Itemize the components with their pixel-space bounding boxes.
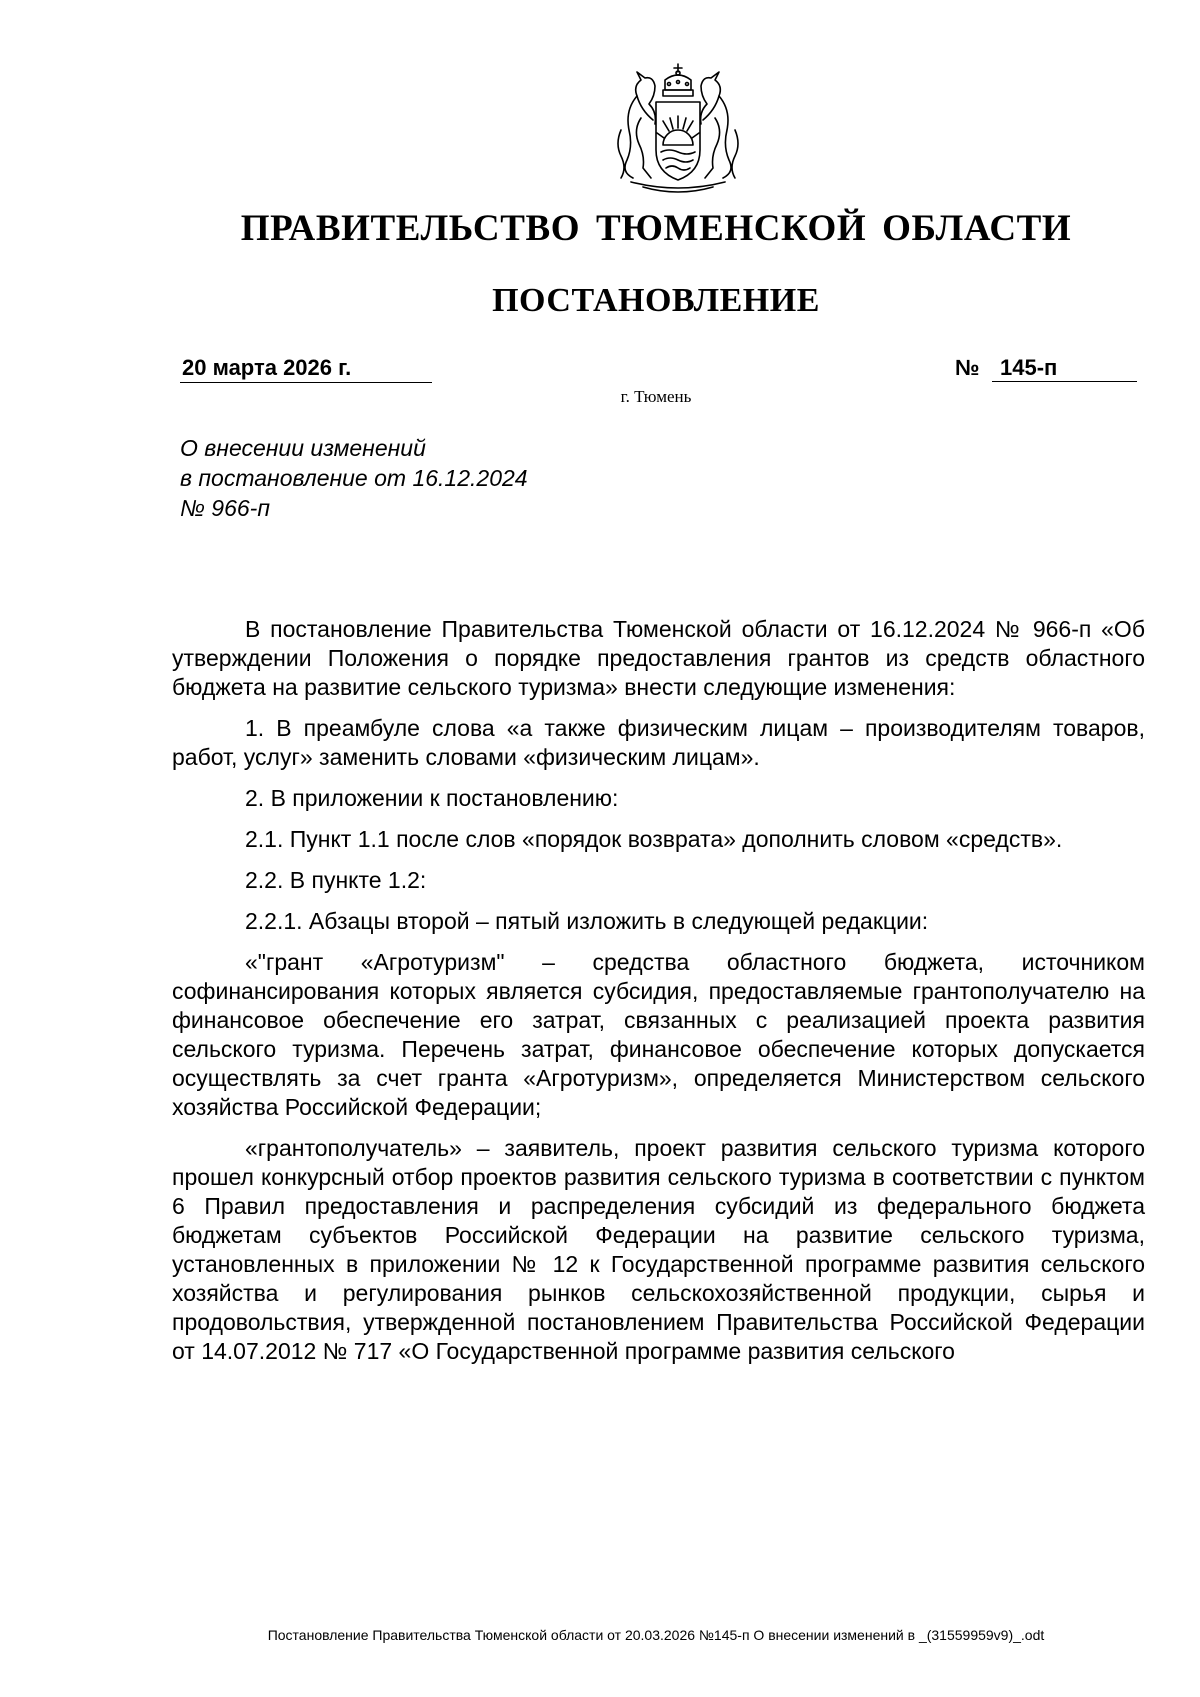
document-body bbox=[172, 615, 1145, 1378]
subject-line: О внесении изменений bbox=[180, 435, 426, 461]
body-paragraph: 2.1. Пункт 1.1 после слов «порядок возврата» дополнить словом «средств». bbox=[245, 826, 1063, 852]
body-paragraph: «грантополучатель» – заявитель, проект развития сельского туризма которого прошел конкурсный отбор проектов развития сельского туризма в соответствии с пунктом 6 Правил предоставления и распределения субсидий из федерального бюджета бюджетам субъектов Российской Федерации на развитие сельского туризма, установленных в приложении № 12 к Государственной программе развития сельского хозяйства и регулирования рынков сельскохозяйственной продукции, сырья и продовольствия, утвержденной постановлением Правительства Российской Федерации от 14.07.2012 № 717 «О Государственной программе развития сельского bbox=[172, 1135, 1145, 1364]
coat-of-arms-icon bbox=[603, 60, 753, 200]
body-paragraph: В постановление Правительства Тюменской области от 16.12.2024 № 966-п «Об утверждении Положения о порядке предоставления грантов из средств областного бюджета на развитие сельского туризма» внести следующие изменения: bbox=[172, 616, 1145, 700]
body-paragraph: 2.2.1. Абзацы второй – пятый изложить в следующей редакции: bbox=[245, 908, 929, 934]
subject-line: в постановление от 16.12.2024 bbox=[180, 465, 528, 491]
body-paragraph: 2. В приложении к постановлению: bbox=[245, 785, 619, 811]
document-number: 145-п bbox=[992, 355, 1137, 382]
document-type: ПОСТАНОВЛЕНИЕ bbox=[492, 282, 820, 319]
government-title: ПРАВИТЕЛЬСТВО ТЮМЕНСКОЙ ОБЛАСТИ bbox=[240, 208, 1072, 249]
body-paragraph: 1. В преамбуле слова «а также физическим лицам – производителям товаров, работ, услуг» заменить словами «физическим лицам». bbox=[172, 715, 1145, 770]
document-number-block bbox=[955, 355, 1137, 382]
number-sign: № bbox=[955, 355, 980, 380]
city: г. Тюмень bbox=[620, 387, 692, 406]
document-date: 20 марта 2026 г. bbox=[180, 355, 432, 383]
document-subject bbox=[180, 433, 680, 523]
subject-line: № 966-п bbox=[180, 495, 270, 521]
body-paragraph: 2.2. В пункте 1.2: bbox=[245, 867, 427, 893]
footer-filename: Постановление Правительства Тюменской области от 20.03.2026 №145-п О внесении изменений в _(31559959v9)_.odt bbox=[267, 1627, 1045, 1643]
body-paragraph: «"грант «Агротуризм" – средства областного бюджета, источником софинансирования которых является субсидия, предоставляемые грантополучателю на финансовое обеспечение его затрат, связанных с реализацией проекта развития сельского туризма. Перечень затрат, финансовое обеспечение которых допускается осуществлять за счет гранта «Агротуризм», определяется Министерством сельского хозяйства Российской Федерации; bbox=[172, 949, 1145, 1120]
